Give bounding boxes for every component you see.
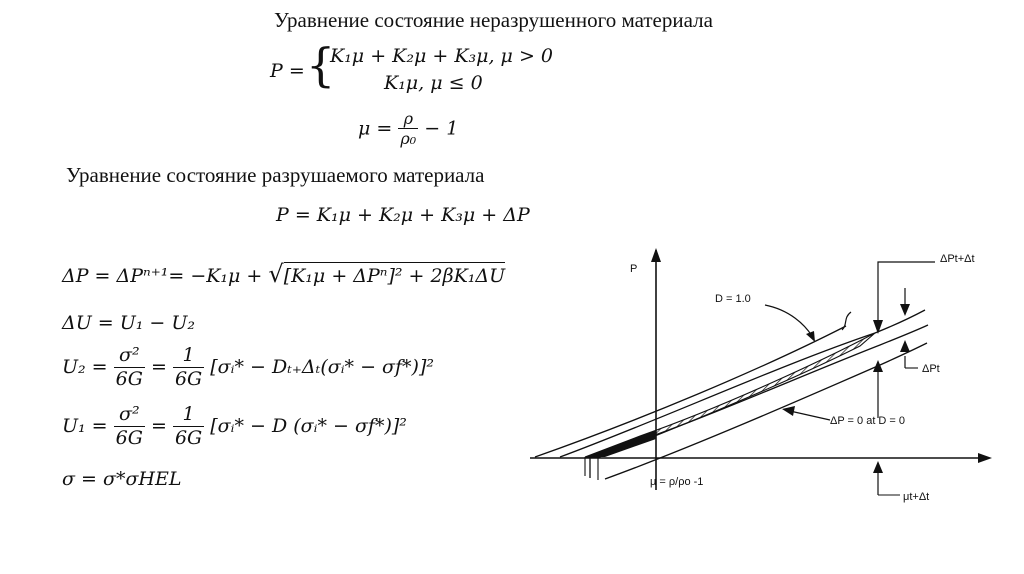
mu-tdt-lower-arrowhead xyxy=(873,461,883,473)
dp-zero-arrowhead xyxy=(782,406,795,416)
mu-axis-label: μ = ρ/ρo -1 xyxy=(650,476,704,488)
d-label-arrowhead xyxy=(806,331,815,342)
p-damaged-equation: P = K₁μ + K₂μ + K₃μ + ΔP xyxy=(276,204,530,226)
u2-fraction-sigma-numerator: σ² xyxy=(114,345,145,368)
u1-fraction-sigma-numerator: σ² xyxy=(114,404,145,427)
curve-d-1 xyxy=(535,326,846,457)
p-axis-label: P xyxy=(630,263,638,275)
u2-fraction-sigma-denominator: 6G xyxy=(115,367,143,390)
u1-fraction-one-denominator: 6G xyxy=(174,426,203,449)
dp-t-bottom-arrowhead xyxy=(900,340,910,352)
heading-damaged-material: Уравнение состояние разрушаемого материала xyxy=(66,163,485,187)
u2-lhs: U₂ = xyxy=(62,355,108,378)
dp-zero-label: ΔP = 0 at D = 0 xyxy=(830,415,906,427)
curve-lower-boundary xyxy=(590,325,928,478)
dp-t-top-arrowhead xyxy=(900,304,910,316)
u2-fraction-one-numerator: 1 xyxy=(173,345,204,368)
dp-t-label: ΔPt xyxy=(922,363,940,375)
d-label-leader xyxy=(765,305,812,336)
delta-u-equation: ΔU = U₁ − U₂ xyxy=(62,312,195,334)
mu-lhs: μ = xyxy=(358,117,393,140)
dp-zero-leader xyxy=(790,411,830,420)
curve-upper-boundary xyxy=(560,310,925,457)
u2-fraction-one-denominator: 6G xyxy=(174,367,203,390)
u1-bracket: [σᵢ* − D (σᵢ* − σf*)]² xyxy=(210,414,407,437)
p-equation-lhs: P = xyxy=(270,60,305,82)
u1-fraction-sigma-denominator: 6G xyxy=(115,426,143,449)
delta-p-lhs: ΔP = ΔPⁿ⁺¹= −K₁μ + xyxy=(62,265,269,287)
mu-fraction-numerator: ρ xyxy=(398,110,418,129)
heading-intact-material: Уравнение состояние неразрушенного материала xyxy=(274,8,713,32)
u2-bracket: [σᵢ* − Dₜ₊Δₜ(σᵢ* − σf*)]² xyxy=(210,355,434,378)
dp-tdt-label: ΔPt+Δt xyxy=(940,253,975,265)
mu-tdt-label: μt+Δt xyxy=(903,491,930,503)
curve-d-1-break xyxy=(842,312,851,330)
delta-p-radicand: [K₁μ + ΔPⁿ]² + 2βK₁ΔU xyxy=(284,262,505,287)
u1-fraction-one-numerator: 1 xyxy=(173,404,204,427)
p-axis-arrowhead xyxy=(651,248,661,262)
mu-tdt-upper-arrowhead xyxy=(873,360,883,372)
left-brace: { xyxy=(306,38,336,92)
mu-fraction-denominator: ρ₀ xyxy=(400,129,417,149)
mu-axis-arrowhead xyxy=(978,453,992,463)
p-equation-case-2: K₁μ, μ ≤ 0 xyxy=(384,72,483,94)
mu-rest: − 1 xyxy=(424,117,459,140)
d-one-label: D = 1.0 xyxy=(715,293,751,305)
u2-equals: = xyxy=(150,355,167,378)
sigma-equation: σ = σ*σHEL xyxy=(62,468,182,490)
u1-lhs: U₁ = xyxy=(62,414,108,437)
sqrt-sign: √ xyxy=(268,260,284,288)
hatched-region xyxy=(585,333,875,457)
u1-equals: = xyxy=(150,414,167,437)
dp-tdt-arrowhead xyxy=(873,320,883,334)
p-equation-case-1: K₁μ + K₂μ + K₃μ, μ > 0 xyxy=(330,45,553,67)
